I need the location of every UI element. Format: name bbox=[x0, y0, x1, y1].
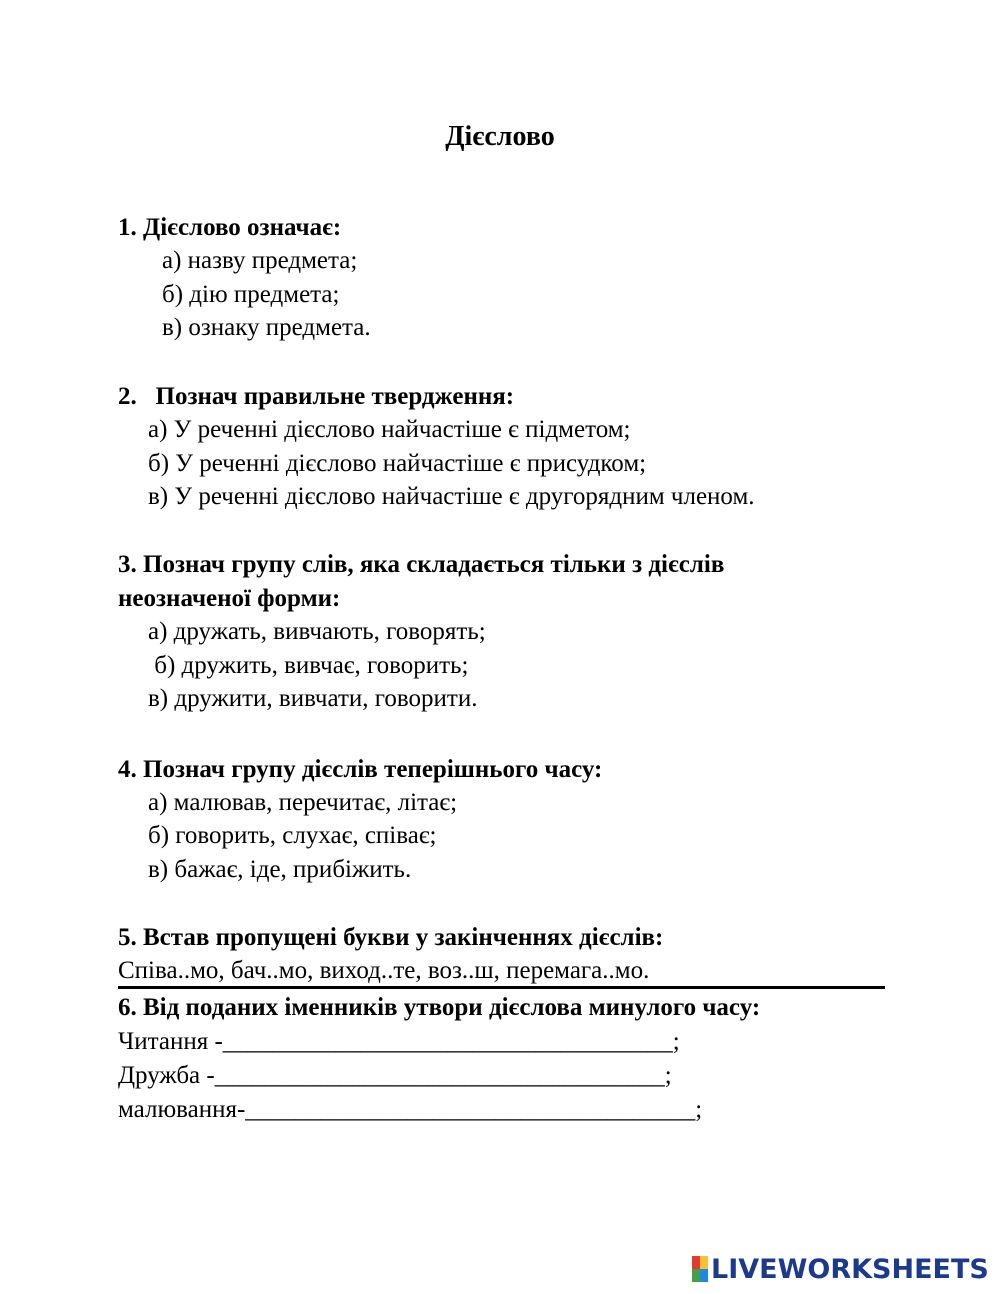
answer-line-maliuvannia[interactable]: малювання-____________________________________; bbox=[118, 1096, 703, 1123]
question-3-heading-line2: неозначеної форми: bbox=[118, 585, 341, 612]
question-6-heading: 6. Від поданих іменників утвори дієслова минулого часу: bbox=[118, 994, 761, 1021]
logo-text: LIVEWORKSHEETS bbox=[711, 1253, 989, 1285]
question-5-text[interactable]: Співа..мо, бач..мо, виход..те, воз..ш, перемага..мо. bbox=[118, 957, 650, 984]
question-1-option-b[interactable]: б) дію предмета; bbox=[162, 281, 340, 308]
answer-line-druzhba[interactable]: Дружба -____________________________________; bbox=[118, 1062, 672, 1089]
question-4-option-a[interactable]: а) малював, перечитає, літає; bbox=[148, 789, 458, 816]
question-5-heading: 5. Встав пропущені букви у закінченнях дієслів: bbox=[118, 924, 664, 951]
answer-line-chytannia[interactable]: Читання -____________________________________; bbox=[118, 1028, 680, 1055]
question-4-option-b[interactable]: б) говорить, слухає, співає; bbox=[148, 822, 437, 849]
liveworksheets-logo bbox=[692, 1254, 989, 1284]
question-2-option-a[interactable]: а) У реченні дієслово найчастіше є підметом; bbox=[148, 416, 631, 443]
separator-line bbox=[118, 986, 885, 989]
question-2-option-b[interactable]: б) У реченні дієслово найчастіше є присудком; bbox=[148, 450, 647, 477]
logo-badge-icon bbox=[692, 1256, 708, 1282]
page-title: Дієслово bbox=[445, 121, 555, 152]
question-1-option-a[interactable]: а) назву предмета; bbox=[162, 247, 358, 274]
question-4-option-c[interactable]: в) бажає, іде, прибіжить. bbox=[148, 856, 412, 883]
question-3-option-b[interactable]: б) дружить, вивчає, говорить; bbox=[148, 652, 469, 679]
question-3-option-a[interactable]: а) дружать, вивчають, говорять; bbox=[148, 618, 486, 645]
question-2-option-c[interactable]: в) У реченні дієслово найчастіше є другорядним членом. bbox=[148, 483, 755, 510]
question-3-heading-line1: 3. Познач групу слів, яка складається тільки з дієслів bbox=[118, 551, 725, 578]
question-1-heading: 1. Дієслово означає: bbox=[118, 214, 342, 241]
question-1-option-c[interactable]: в) ознаку предмета. bbox=[162, 314, 371, 341]
question-3-option-c[interactable]: в) дружити, вивчати, говорити. bbox=[148, 685, 478, 712]
question-2-heading: 2. Познач правильне твердження: bbox=[118, 383, 515, 410]
question-4-heading: 4. Познач групу дієслів теперішнього часу: bbox=[118, 756, 603, 783]
